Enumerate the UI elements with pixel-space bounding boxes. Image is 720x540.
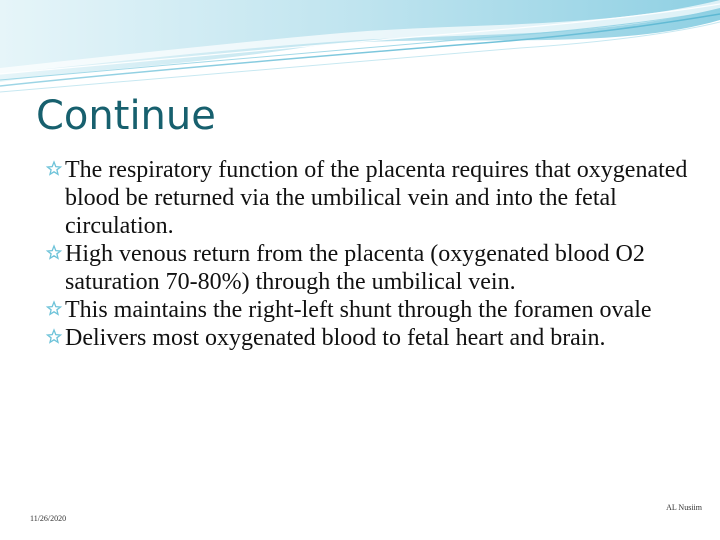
bullet-text: Delivers most oxygenated blood to fetal heart and brain. — [65, 325, 606, 351]
star-bullet-icon — [44, 326, 64, 346]
footer-author: AL Nusiim — [666, 503, 702, 512]
bullet-item — [44, 156, 694, 240]
star-bullet-icon — [44, 158, 64, 178]
bullet-item — [44, 240, 694, 296]
bullet-text: This maintains the right-left shunt through the foramen ovale — [65, 297, 652, 323]
bullet-text: The respiratory function of the placenta requires that oxygenated blood be returned via the umbilical vein and into the fetal circulation. — [65, 157, 688, 239]
footer-date: 11/26/2020 — [30, 514, 67, 523]
star-bullet-icon — [44, 298, 64, 318]
bullet-text: High venous return from the placenta (oxygenated blood O2 saturation 70-80%) through the umbilical vein. — [65, 241, 645, 295]
bullet-list — [44, 156, 694, 352]
bullet-item — [44, 324, 694, 352]
bullet-item — [44, 296, 694, 324]
star-bullet-icon — [44, 242, 64, 262]
slide-title: Continue — [36, 93, 216, 139]
